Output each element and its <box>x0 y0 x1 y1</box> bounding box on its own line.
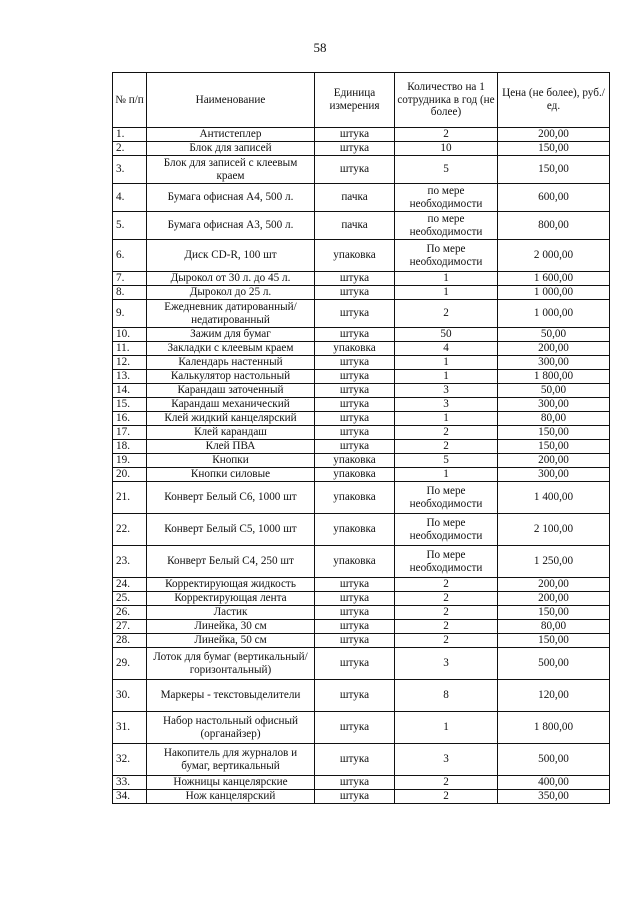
cell-num: 32. <box>113 744 147 776</box>
cell-price: 80,00 <box>498 412 610 426</box>
cell-qty: 3 <box>395 398 498 412</box>
cell-price: 1 600,00 <box>498 272 610 286</box>
table-row <box>113 744 610 776</box>
cell-unit: штука <box>315 398 395 412</box>
cell-price: 50,00 <box>498 384 610 398</box>
table-row <box>113 454 610 468</box>
cell-price: 200,00 <box>498 454 610 468</box>
cell-unit: штука <box>315 286 395 300</box>
cell-name: Накопитель для журналов и бумаг, вертикальный <box>147 744 315 776</box>
cell-unit: штука <box>315 142 395 156</box>
cell-price: 400,00 <box>498 776 610 790</box>
cell-qty: 2 <box>395 620 498 634</box>
table-row <box>113 482 610 514</box>
table-row <box>113 300 610 328</box>
header-num: № п/п <box>113 73 147 128</box>
cell-unit: упаковка <box>315 468 395 482</box>
cell-price: 300,00 <box>498 356 610 370</box>
cell-unit: штука <box>315 128 395 142</box>
cell-qty: 2 <box>395 592 498 606</box>
cell-unit: штука <box>315 712 395 744</box>
table-row <box>113 634 610 648</box>
cell-qty: 2 <box>395 128 498 142</box>
cell-unit: штука <box>315 790 395 804</box>
cell-name: Ножницы канцелярские <box>147 776 315 790</box>
header-unit: Единица измерения <box>315 73 395 128</box>
table-row <box>113 370 610 384</box>
cell-qty: 3 <box>395 384 498 398</box>
cell-num: 31. <box>113 712 147 744</box>
table-row <box>113 514 610 546</box>
cell-num: 17. <box>113 426 147 440</box>
cell-unit: упаковка <box>315 454 395 468</box>
cell-num: 12. <box>113 356 147 370</box>
cell-num: 14. <box>113 384 147 398</box>
table-row <box>113 328 610 342</box>
cell-num: 5. <box>113 212 147 240</box>
cell-unit: штука <box>315 620 395 634</box>
cell-num: 27. <box>113 620 147 634</box>
cell-num: 34. <box>113 790 147 804</box>
cell-unit: упаковка <box>315 240 395 272</box>
cell-num: 25. <box>113 592 147 606</box>
cell-name: Нож канцелярский <box>147 790 315 804</box>
cell-name: Калькулятор настольный <box>147 370 315 384</box>
cell-price: 1 250,00 <box>498 546 610 578</box>
cell-num: 33. <box>113 776 147 790</box>
table-row <box>113 398 610 412</box>
cell-unit: пачка <box>315 184 395 212</box>
cell-qty: 2 <box>395 300 498 328</box>
cell-qty: По мере необходимости <box>395 514 498 546</box>
cell-num: 22. <box>113 514 147 546</box>
table-row <box>113 240 610 272</box>
cell-unit: штука <box>315 272 395 286</box>
cell-qty: 1 <box>395 370 498 384</box>
cell-price: 1 800,00 <box>498 370 610 384</box>
cell-num: 10. <box>113 328 147 342</box>
cell-name: Зажим для бумаг <box>147 328 315 342</box>
cell-unit: штука <box>315 606 395 620</box>
cell-qty: 5 <box>395 156 498 184</box>
cell-price: 150,00 <box>498 634 610 648</box>
cell-num: 20. <box>113 468 147 482</box>
cell-name: Антистеплер <box>147 128 315 142</box>
cell-price: 80,00 <box>498 620 610 634</box>
header-price: Цена (не более), руб./ед. <box>498 73 610 128</box>
cell-qty: 2 <box>395 578 498 592</box>
cell-name: Клей жидкий канцелярский <box>147 412 315 426</box>
table-row <box>113 128 610 142</box>
cell-qty: 2 <box>395 790 498 804</box>
cell-name: Линейка, 30 см <box>147 620 315 634</box>
header-name: Наименование <box>147 73 315 128</box>
cell-price: 150,00 <box>498 426 610 440</box>
table-row <box>113 286 610 300</box>
header-qty: Количество на 1 сотрудника в год (не более) <box>395 73 498 128</box>
cell-unit: штука <box>315 648 395 680</box>
cell-name: Диск CD-R, 100 шт <box>147 240 315 272</box>
cell-price: 300,00 <box>498 398 610 412</box>
cell-name: Блок для записей с клеевым краем <box>147 156 315 184</box>
cell-num: 23. <box>113 546 147 578</box>
table-row <box>113 680 610 712</box>
cell-qty: 10 <box>395 142 498 156</box>
cell-name: Ластик <box>147 606 315 620</box>
cell-qty: 2 <box>395 776 498 790</box>
cell-qty: По мере необходимости <box>395 482 498 514</box>
cell-name: Корректирующая жидкость <box>147 578 315 592</box>
cell-qty: По мере необходимости <box>395 546 498 578</box>
cell-unit: штука <box>315 384 395 398</box>
cell-unit: штука <box>315 328 395 342</box>
cell-unit: штука <box>315 370 395 384</box>
cell-name: Конверт Белый С4, 250 шт <box>147 546 315 578</box>
table-row <box>113 592 610 606</box>
table-row <box>113 648 610 680</box>
cell-num: 7. <box>113 272 147 286</box>
cell-unit: штука <box>315 592 395 606</box>
cell-name: Бумага офисная А3, 500 л. <box>147 212 315 240</box>
table-row <box>113 606 610 620</box>
cell-unit: пачка <box>315 212 395 240</box>
cell-qty: 8 <box>395 680 498 712</box>
cell-qty: 1 <box>395 412 498 426</box>
cell-qty: 5 <box>395 454 498 468</box>
cell-name: Кнопки <box>147 454 315 468</box>
cell-price: 200,00 <box>498 592 610 606</box>
table-row <box>113 620 610 634</box>
cell-name: Лоток для бумаг (вертикальный/горизонтальный) <box>147 648 315 680</box>
cell-price: 150,00 <box>498 606 610 620</box>
cell-price: 2 100,00 <box>498 514 610 546</box>
cell-num: 28. <box>113 634 147 648</box>
cell-name: Блок для записей <box>147 142 315 156</box>
cell-unit: штука <box>315 776 395 790</box>
table-row <box>113 712 610 744</box>
cell-price: 150,00 <box>498 440 610 454</box>
cell-num: 16. <box>113 412 147 426</box>
table-row <box>113 412 610 426</box>
cell-name: Конверт Белый С6, 1000 шт <box>147 482 315 514</box>
cell-price: 2 000,00 <box>498 240 610 272</box>
cell-price: 1 800,00 <box>498 712 610 744</box>
cell-qty: 1 <box>395 712 498 744</box>
cell-num: 26. <box>113 606 147 620</box>
cell-unit: штука <box>315 356 395 370</box>
cell-unit: штука <box>315 634 395 648</box>
table-row <box>113 578 610 592</box>
cell-price: 50,00 <box>498 328 610 342</box>
cell-num: 1. <box>113 128 147 142</box>
cell-qty: 1 <box>395 272 498 286</box>
cell-qty: 2 <box>395 634 498 648</box>
cell-unit: штука <box>315 440 395 454</box>
cell-num: 9. <box>113 300 147 328</box>
cell-price: 1 400,00 <box>498 482 610 514</box>
cell-name: Кнопки силовые <box>147 468 315 482</box>
table-row <box>113 384 610 398</box>
table-row <box>113 790 610 804</box>
cell-num: 21. <box>113 482 147 514</box>
cell-price: 1 000,00 <box>498 286 610 300</box>
cell-price: 350,00 <box>498 790 610 804</box>
cell-name: Закладки с клеевым краем <box>147 342 315 356</box>
cell-price: 1 000,00 <box>498 300 610 328</box>
cell-qty: 1 <box>395 356 498 370</box>
table-row <box>113 546 610 578</box>
cell-price: 500,00 <box>498 648 610 680</box>
cell-unit: упаковка <box>315 514 395 546</box>
cell-unit: штука <box>315 578 395 592</box>
cell-qty: 50 <box>395 328 498 342</box>
cell-qty: по мере необходимости <box>395 212 498 240</box>
cell-name: Дырокол до 25 л. <box>147 286 315 300</box>
cell-unit: штука <box>315 680 395 712</box>
cell-num: 8. <box>113 286 147 300</box>
cell-qty: 4 <box>395 342 498 356</box>
table-row <box>113 184 610 212</box>
cell-price: 150,00 <box>498 156 610 184</box>
table-body <box>113 128 610 804</box>
cell-unit: штука <box>315 156 395 184</box>
cell-price: 600,00 <box>498 184 610 212</box>
cell-num: 13. <box>113 370 147 384</box>
cell-num: 6. <box>113 240 147 272</box>
table-row <box>113 776 610 790</box>
table-header-row <box>113 73 610 128</box>
cell-name: Клей карандаш <box>147 426 315 440</box>
table-row <box>113 212 610 240</box>
cell-name: Корректирующая лента <box>147 592 315 606</box>
cell-num: 29. <box>113 648 147 680</box>
cell-num: 30. <box>113 680 147 712</box>
cell-name: Дырокол от 30 л. до 45 л. <box>147 272 315 286</box>
cell-name: Линейка, 50 см <box>147 634 315 648</box>
cell-unit: упаковка <box>315 546 395 578</box>
cell-price: 120,00 <box>498 680 610 712</box>
cell-name: Карандаш механический <box>147 398 315 412</box>
cell-name: Карандаш заточенный <box>147 384 315 398</box>
cell-price: 200,00 <box>498 128 610 142</box>
cell-price: 500,00 <box>498 744 610 776</box>
cell-num: 24. <box>113 578 147 592</box>
cell-unit: упаковка <box>315 482 395 514</box>
cell-qty: По мере необходимости <box>395 240 498 272</box>
cell-unit: штука <box>315 412 395 426</box>
page-number: 58 <box>313 40 327 55</box>
cell-unit: штука <box>315 300 395 328</box>
cell-price: 200,00 <box>498 342 610 356</box>
cell-qty: по мере необходимости <box>395 184 498 212</box>
cell-qty: 3 <box>395 648 498 680</box>
supplies-table <box>112 72 610 804</box>
cell-num: 4. <box>113 184 147 212</box>
cell-unit: упаковка <box>315 342 395 356</box>
cell-qty: 3 <box>395 744 498 776</box>
cell-num: 2. <box>113 142 147 156</box>
cell-num: 19. <box>113 454 147 468</box>
cell-num: 18. <box>113 440 147 454</box>
table-row <box>113 440 610 454</box>
table-row <box>113 156 610 184</box>
cell-name: Клей ПВА <box>147 440 315 454</box>
cell-name: Календарь настенный <box>147 356 315 370</box>
cell-name: Конверт Белый С5, 1000 шт <box>147 514 315 546</box>
cell-qty: 2 <box>395 426 498 440</box>
cell-num: 11. <box>113 342 147 356</box>
cell-qty: 1 <box>395 286 498 300</box>
cell-price: 150,00 <box>498 142 610 156</box>
cell-num: 3. <box>113 156 147 184</box>
cell-price: 300,00 <box>498 468 610 482</box>
cell-price: 800,00 <box>498 212 610 240</box>
cell-price: 200,00 <box>498 578 610 592</box>
cell-name: Бумага офисная А4, 500 л. <box>147 184 315 212</box>
cell-qty: 2 <box>395 606 498 620</box>
cell-unit: штука <box>315 744 395 776</box>
cell-qty: 1 <box>395 468 498 482</box>
cell-num: 15. <box>113 398 147 412</box>
table-row <box>113 356 610 370</box>
cell-unit: штука <box>315 426 395 440</box>
cell-qty: 2 <box>395 440 498 454</box>
table-row <box>113 468 610 482</box>
table-row <box>113 272 610 286</box>
cell-name: Ежедневник датированный/ недатированный <box>147 300 315 328</box>
cell-name: Маркеры - текстовыделители <box>147 680 315 712</box>
table-row <box>113 426 610 440</box>
cell-name: Набор настольный офисный (органайзер) <box>147 712 315 744</box>
table-row <box>113 142 610 156</box>
table-row <box>113 342 610 356</box>
